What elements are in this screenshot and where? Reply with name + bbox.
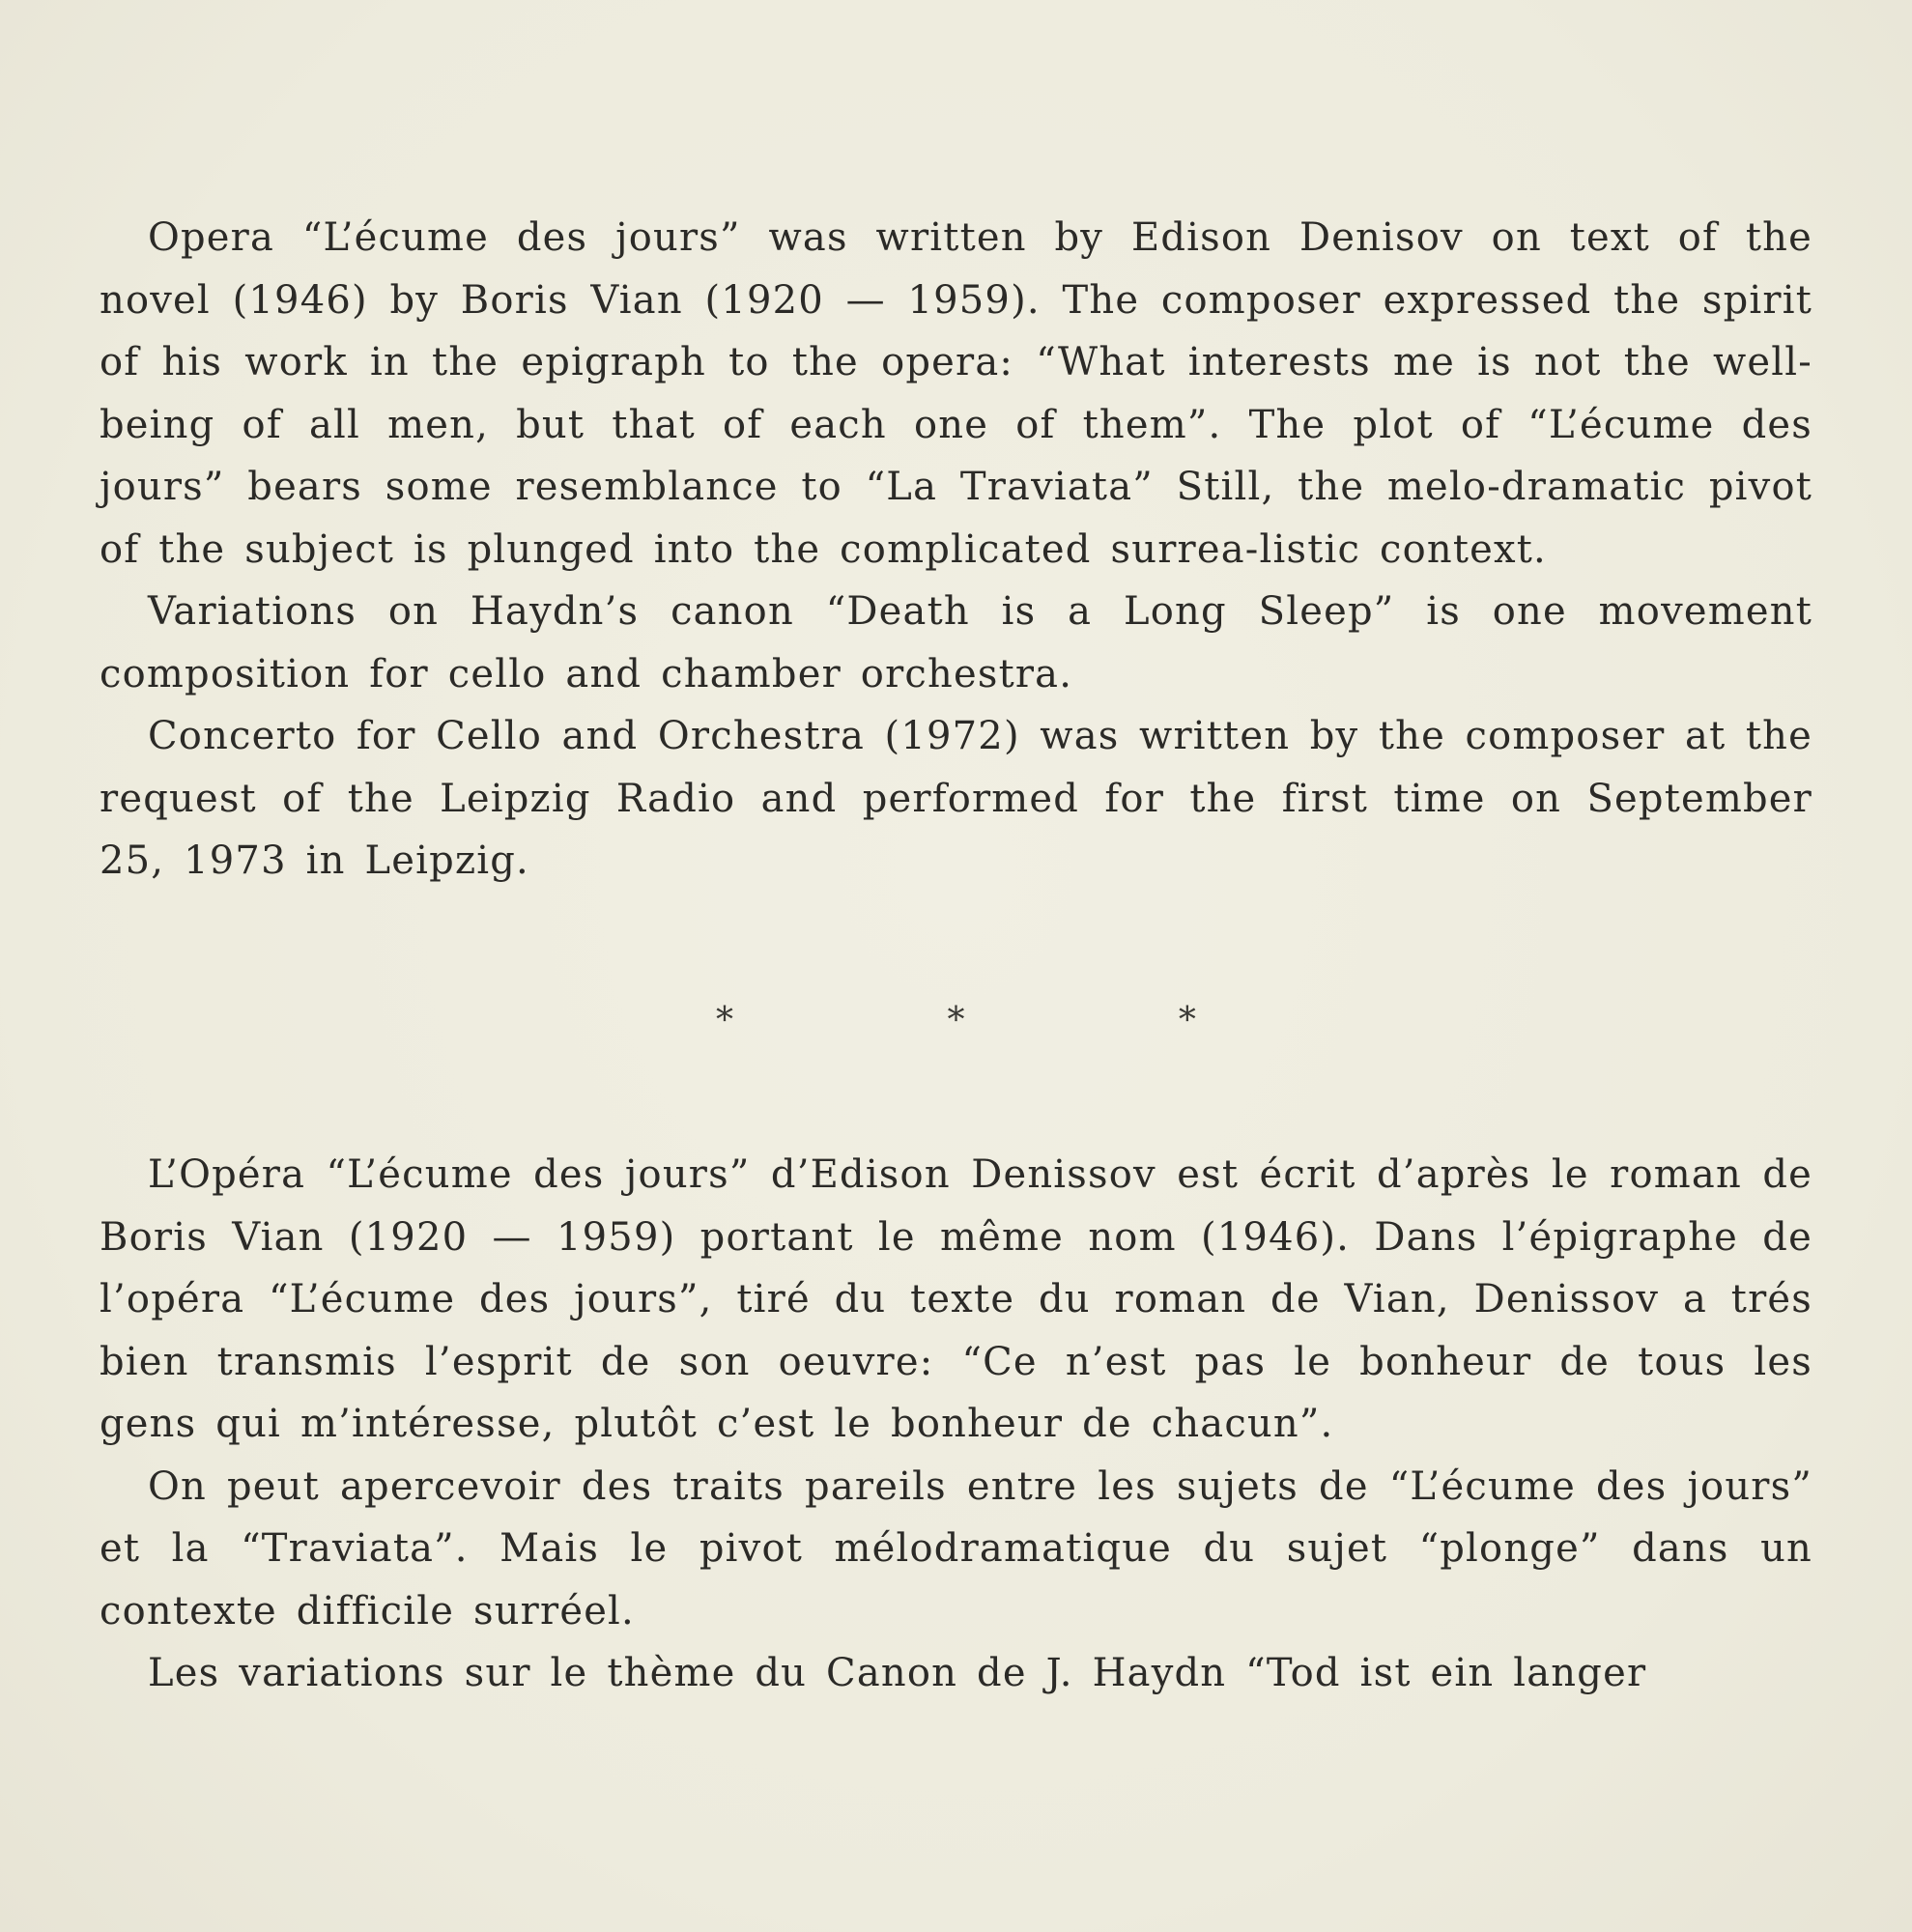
french-paragraph-traviata: On peut apercevoir des traits pareils entre les sujets de “L’écume des jours” et la “Traviata”. Mais le pivot mélodramatique du sujet “plonge” dans un contexte difficile surréel. (100, 1463, 1812, 1634)
english-paragraph-opera: Opera “L’écume des jours” was written by Edison Denisov on text of the novel (1946) by Boris Vian (1920 — 1959). The composer expressed the spirit of his work in the epigraph to the opera: “What interests me is not the well-being of all men, but that of each one of them”. The plot of “L’écume des jours” bears some resemblance to “La Traviata” Still, the melo-dramatic pivot of the subject is plunged into the complicated surrea-listic context. (100, 215, 1812, 572)
english-text-section (100, 207, 1812, 893)
french-text-section (100, 1144, 1812, 1705)
french-paragraph-variations: Les variations sur le thème du Canon de J. Haydn “Tod ist ein langer (148, 1651, 1647, 1695)
english-paragraph-concerto: Concerto for Cello and Orchestra (1972) was written by the composer at the request of the Leipzig Radio and performed for the first time on September 25, 1973 in Leipzig. (100, 714, 1812, 883)
english-paragraph-variations: Variations on Haydn’s canon “Death is a Long Sleep” is one movement composition for cello and chamber orchestra. (100, 589, 1812, 696)
french-paragraph-opera: L’Opéra “L’écume des jours” d’Edison Denissov est écrit d’après le roman de Boris Vian (1920 — 1959) portant le même nom (1946). Dans l’épigraphe de l’opéra “L’écume des jours”, tiré du texte du roman de Vian, Denissov a trés bien transmis l’esprit de son oeuvre: “Ce n’est pas le bonheur de tous les gens qui m’intéresse, plutôt c’est le bonheur de chacun”. (100, 1152, 1812, 1446)
section-separator: * * * (716, 1001, 1298, 1040)
